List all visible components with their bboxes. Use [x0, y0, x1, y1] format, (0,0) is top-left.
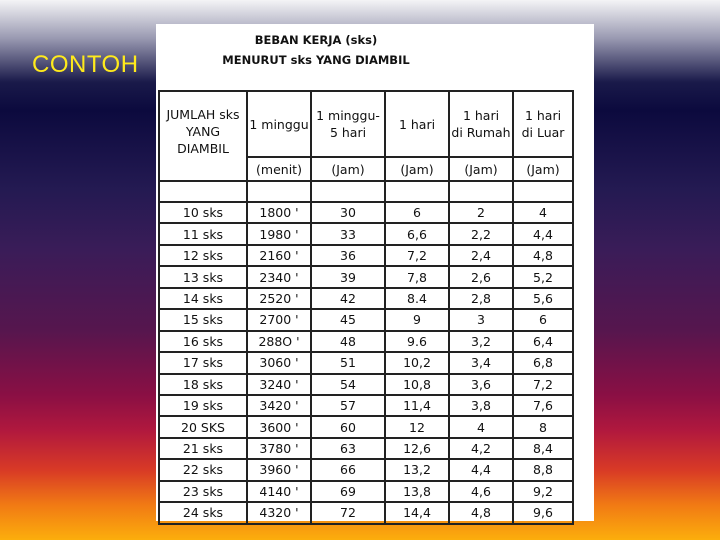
spacer-row	[159, 181, 573, 202]
cell-1-minggu-5-hari: 66	[311, 459, 385, 480]
table-row	[159, 309, 573, 330]
cell-1-minggu-menit: 3060 '	[247, 352, 311, 373]
header-1-hari-di-luar: 1 hari di Luar	[513, 91, 573, 157]
cell-di-rumah: 3,4	[449, 352, 513, 373]
cell-1-minggu-5-hari: 57	[311, 395, 385, 416]
cell-di-rumah: 3,6	[449, 374, 513, 395]
cell-1-minggu-menit: 3780 '	[247, 438, 311, 459]
table-title	[156, 30, 476, 70]
cell-jumlah-sks: 21 sks	[159, 438, 247, 459]
cell-jumlah-sks: 11 sks	[159, 223, 247, 244]
cell-1-hari: 6	[385, 202, 449, 223]
cell-di-rumah: 3,2	[449, 331, 513, 352]
cell-di-rumah: 2,6	[449, 266, 513, 287]
cell-di-luar: 6	[513, 309, 573, 330]
cell-1-hari: 7,8	[385, 266, 449, 287]
cell-di-luar: 4,4	[513, 223, 573, 244]
cell-1-hari: 10,8	[385, 374, 449, 395]
cell-1-minggu-menit: 3960 '	[247, 459, 311, 480]
cell-1-minggu-menit: 3600 '	[247, 416, 311, 437]
table-row	[159, 438, 573, 459]
table-row	[159, 416, 573, 437]
cell-1-minggu-5-hari: 36	[311, 245, 385, 266]
cell-di-luar: 4	[513, 202, 573, 223]
table-row	[159, 481, 573, 502]
cell-1-hari: 9	[385, 309, 449, 330]
cell-1-minggu-menit: 4140 '	[247, 481, 311, 502]
table-row	[159, 266, 573, 287]
table-row	[159, 459, 573, 480]
cell-jumlah-sks: 13 sks	[159, 266, 247, 287]
cell-1-minggu-5-hari: 63	[311, 438, 385, 459]
cell-jumlah-sks: 15 sks	[159, 309, 247, 330]
cell-1-minggu-menit: 1800 '	[247, 202, 311, 223]
cell-1-hari: 8.4	[385, 288, 449, 309]
cell-1-minggu-menit: 288O '	[247, 331, 311, 352]
cell-di-luar: 8,8	[513, 459, 573, 480]
unit-menit: (menit)	[247, 157, 311, 181]
cell-1-minggu-menit: 2160 '	[247, 245, 311, 266]
cell-1-hari: 12,6	[385, 438, 449, 459]
header-jumlah-sks: JUMLAH sks YANG DIAMBIL	[159, 91, 247, 181]
cell-di-luar: 9,6	[513, 502, 573, 523]
cell-1-minggu-menit: 2700 '	[247, 309, 311, 330]
cell-1-minggu-5-hari: 30	[311, 202, 385, 223]
cell-1-minggu-menit: 1980 '	[247, 223, 311, 244]
slide-title: CONTOH	[32, 51, 139, 78]
cell-di-luar: 8,4	[513, 438, 573, 459]
cell-di-rumah: 4,4	[449, 459, 513, 480]
table-row	[159, 395, 573, 416]
cell-1-hari: 13,8	[385, 481, 449, 502]
cell-1-hari: 14,4	[385, 502, 449, 523]
table-row	[159, 223, 573, 244]
cell-1-hari: 12	[385, 416, 449, 437]
cell-di-luar: 9,2	[513, 481, 573, 502]
cell-1-minggu-5-hari: 45	[311, 309, 385, 330]
header-1-hari-di-rumah: 1 hari di Rumah	[449, 91, 513, 157]
cell-1-minggu-5-hari: 72	[311, 502, 385, 523]
cell-di-rumah: 3,8	[449, 395, 513, 416]
header-1-minggu: 1 minggu	[247, 91, 311, 157]
cell-1-minggu-menit: 2340 '	[247, 266, 311, 287]
cell-jumlah-sks: 18 sks	[159, 374, 247, 395]
cell-1-minggu-5-hari: 33	[311, 223, 385, 244]
cell-1-minggu-5-hari: 48	[311, 331, 385, 352]
cell-1-minggu-5-hari: 51	[311, 352, 385, 373]
cell-di-rumah: 4,2	[449, 438, 513, 459]
cell-di-luar: 5,2	[513, 266, 573, 287]
table-row	[159, 502, 573, 523]
cell-1-minggu-menit: 2520 '	[247, 288, 311, 309]
cell-di-rumah: 2,8	[449, 288, 513, 309]
cell-1-hari: 9.6	[385, 331, 449, 352]
cell-di-luar: 8	[513, 416, 573, 437]
workload-table	[158, 90, 574, 525]
unit-jam: (Jam)	[513, 157, 573, 181]
unit-jam: (Jam)	[311, 157, 385, 181]
cell-di-rumah: 4,6	[449, 481, 513, 502]
cell-di-rumah: 3	[449, 309, 513, 330]
table-title-line1: BEBAN KERJA (sks)	[254, 33, 378, 47]
cell-jumlah-sks: 22 sks	[159, 459, 247, 480]
header-row	[159, 91, 573, 157]
cell-1-minggu-5-hari: 69	[311, 481, 385, 502]
table-row	[159, 331, 573, 352]
cell-1-hari: 11,4	[385, 395, 449, 416]
cell-jumlah-sks: 17 sks	[159, 352, 247, 373]
cell-jumlah-sks: 24 sks	[159, 502, 247, 523]
unit-jam: (Jam)	[385, 157, 449, 181]
cell-di-luar: 7,6	[513, 395, 573, 416]
table-title-line2: MENURUT sks YANG DIAMBIL	[222, 53, 410, 67]
cell-1-hari: 13,2	[385, 459, 449, 480]
cell-jumlah-sks: 23 sks	[159, 481, 247, 502]
cell-1-minggu-menit: 3420 '	[247, 395, 311, 416]
table-row	[159, 202, 573, 223]
cell-di-luar: 7,2	[513, 374, 573, 395]
cell-di-luar: 4,8	[513, 245, 573, 266]
header-1-minggu-5-hari: 1 minggu- 5 hari	[311, 91, 385, 157]
cell-1-minggu-5-hari: 42	[311, 288, 385, 309]
cell-di-rumah: 4	[449, 416, 513, 437]
cell-di-rumah: 2	[449, 202, 513, 223]
cell-1-minggu-5-hari: 39	[311, 266, 385, 287]
cell-jumlah-sks: 14 sks	[159, 288, 247, 309]
unit-jam: (Jam)	[449, 157, 513, 181]
cell-di-luar: 6,8	[513, 352, 573, 373]
cell-1-minggu-5-hari: 60	[311, 416, 385, 437]
cell-1-minggu-menit: 3240 '	[247, 374, 311, 395]
cell-di-rumah: 4,8	[449, 502, 513, 523]
cell-di-rumah: 2,2	[449, 223, 513, 244]
cell-1-hari: 10,2	[385, 352, 449, 373]
table-row	[159, 288, 573, 309]
cell-1-minggu-menit: 4320 '	[247, 502, 311, 523]
cell-jumlah-sks: 10 sks	[159, 202, 247, 223]
cell-di-luar: 6,4	[513, 331, 573, 352]
table-row	[159, 245, 573, 266]
cell-jumlah-sks: 16 sks	[159, 331, 247, 352]
cell-di-luar: 5,6	[513, 288, 573, 309]
cell-jumlah-sks: 19 sks	[159, 395, 247, 416]
cell-jumlah-sks: 20 SKS	[159, 416, 247, 437]
table-row	[159, 374, 573, 395]
table-body	[159, 202, 573, 524]
table-row	[159, 352, 573, 373]
cell-di-rumah: 2,4	[449, 245, 513, 266]
cell-jumlah-sks: 12 sks	[159, 245, 247, 266]
cell-1-hari: 7,2	[385, 245, 449, 266]
cell-1-hari: 6,6	[385, 223, 449, 244]
header-1-hari: 1 hari	[385, 91, 449, 157]
cell-1-minggu-5-hari: 54	[311, 374, 385, 395]
table-image	[156, 24, 594, 521]
